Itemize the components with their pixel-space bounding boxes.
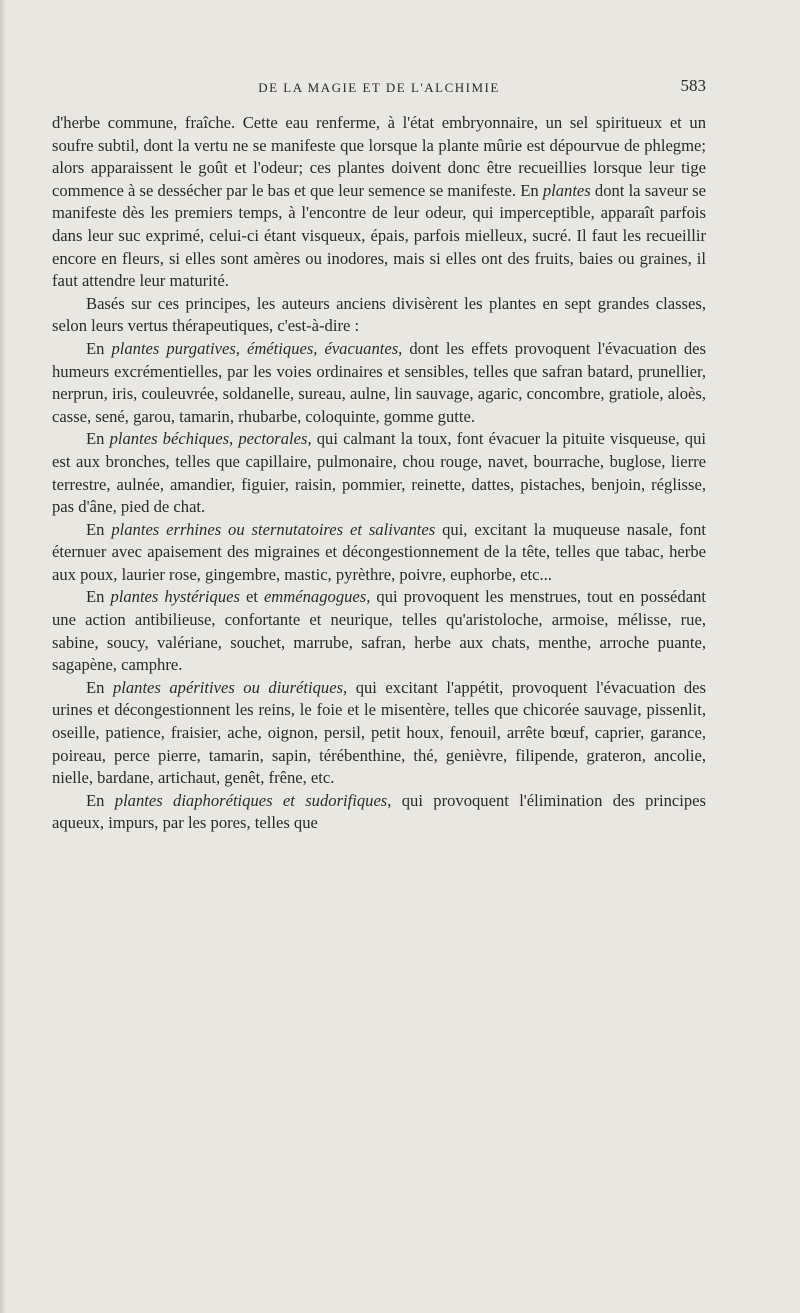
paragraph-1: [52, 112, 706, 293]
italic-term: plantes: [542, 180, 591, 200]
text-run: dont les effets provoquent l'évacuation des humeurs excrémentielles, par les voies ordinaires et sensibles, telles que safran batard, prunellier, nerprun, iris, couleuvrée, soldanelle, sureau, aulne, lin sauvage, agaric, concombre, gratiole, aloès, casse, sené, garou, tamarin, rhubarbe, coloquinte, gomme gutte.: [52, 338, 706, 426]
text-run: qui, excitant la muqueuse nasale, font éternuer avec apaisement des migraines et décongestionnement de la tête, telles que tabac, herbe aux poux, laurier rose, gingembre, mastic, pyrèthre, poivre, euphorbe, etc...: [52, 519, 706, 584]
italic-term: plantes béchiques, pectorales,: [109, 429, 312, 449]
running-head: [52, 76, 706, 100]
text-run: et: [239, 587, 264, 607]
text-run: qui provoquent les menstrues, tout en possédant une action antibilieuse, confortante et neurique, telles qu'aristoloche, armoise, mélisse, rue, sabine, soucy, valériane, souchet, marrube, safran, herbe aux chats, menthe, arroche puante, sagapène, camphre.: [52, 587, 706, 675]
text-run: d'herbe commune, fraîche. Cette eau renferme, à l'état embryonnaire, un sel spiritueux et un soufre subtil, dont la vertu ne se manifeste que lorsque la plante mûrie est dépourvue de phlegme; alors apparaissent le goût et l'odeur; ces plantes doivent donc être recueillies lorsque leur tige commence à se dessécher par le bas et que leur semence se manifeste. En: [52, 113, 706, 200]
paragraph-purgatives: [52, 338, 706, 428]
italic-term: plantes hystériques: [110, 587, 240, 607]
paragraph-hysteriques: [52, 586, 706, 676]
text-run: En: [86, 429, 110, 449]
body-text: [52, 112, 706, 835]
text-run: qui provoquent l'élimination des principes aqueux, impurs, par les pores, telles que: [52, 790, 706, 833]
italic-term: plantes apéritives ou diurétiques,: [112, 677, 348, 697]
paragraph-bechiques: [52, 428, 706, 518]
text-run: qui excitant l'appétit, provoquent l'évacuation des urines et décongestionnent les reins, le foie et le misentère, telles que chicorée sauvage, pissenlit, oseille, patience, fraisier, ache, oignon, persil, petit houx, fenouil, arrête bœuf, caprier, garance, poireau, perce pierre, tamarin, sapin, térébenthine, thé, genièvre, filipende, grateron, ancolie, nielle, bardane, artichaut, genêt, frêne, etc.: [52, 677, 706, 788]
text-run: En: [86, 519, 112, 539]
italic-term: emménagogues,: [263, 587, 371, 607]
page-edge: [0, 0, 6, 1313]
text-run: En: [86, 338, 112, 358]
text-run: Basés sur ces principes, les auteurs anciens divisèrent les plantes en sept grandes classes, selon leurs vertus thérapeutiques, c'est-à-dire :: [52, 293, 706, 336]
paragraph-errhines: [52, 519, 706, 587]
text-run: qui calmant la toux, font évacuer la pituite visqueuse, qui est aux bronches, telles que capillaire, pulmonaire, chou rouge, navet, bourrache, buglose, lierre terrestre, aulnée, amandier, figuier, raisin, pommier, reinette, dattes, pistaches, benjoin, réglisse, pas d'âne, pied de chat.: [52, 429, 706, 517]
text-run: En: [86, 587, 111, 607]
running-title: DE LA MAGIE ET DE L'ALCHIMIE: [258, 80, 500, 95]
paragraph-2: [52, 293, 706, 338]
italic-term: plantes diaphorétiques et sudorifiques,: [114, 790, 392, 810]
text-run: dont la saveur se manifeste dès les premiers temps, à l'encontre de leur odeur, qui imperceptible, apparaît parfois dans leur suc exprimé, celui-ci étant visqueux, épais, parfois mielleux, sucré. Il faut les recueillir encore en fleurs, si elles sont amères ou inodores, mais si elles ont des fruits, baies ou graines, il faut attendre leur maturité.: [52, 180, 706, 291]
text-run: En: [86, 677, 113, 697]
paragraph-diaphoretiques: [52, 790, 706, 835]
page-number: 583: [680, 76, 706, 95]
italic-term: plantes purgatives, émétiques, évacuantes,: [111, 338, 403, 358]
text-run: En: [86, 790, 115, 810]
italic-term: plantes errhines ou sternutatoires et salivantes: [111, 519, 436, 539]
paragraph-aperitives: [52, 677, 706, 790]
